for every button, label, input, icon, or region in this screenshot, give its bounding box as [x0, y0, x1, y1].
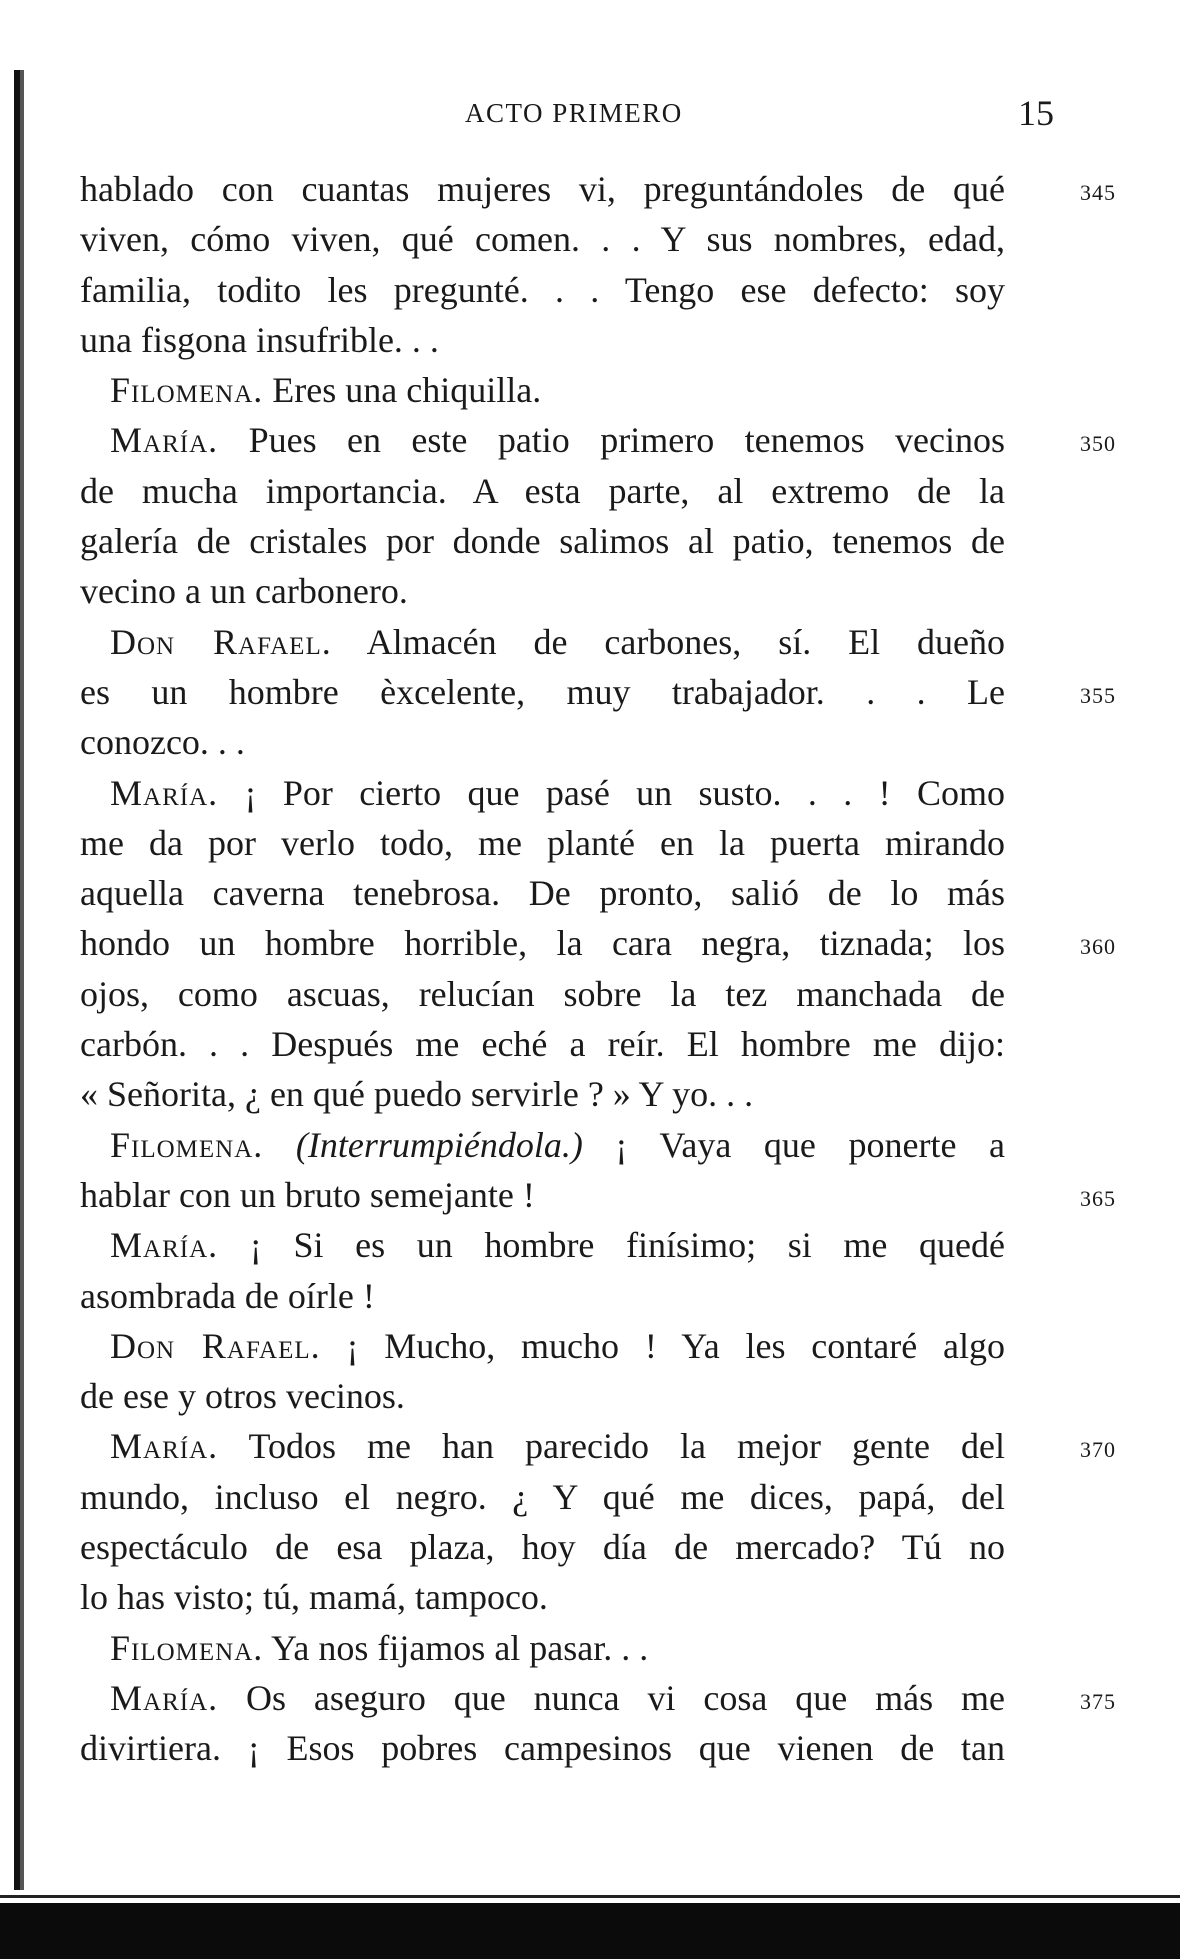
dialogue-text: Eres una chiquilla.: [272, 370, 542, 411]
speaker-name: María.: [110, 1677, 219, 1718]
dialogue-text: Pues en este patio primero tenemos vecinos: [248, 420, 1005, 461]
line-text: [80, 1472, 1005, 1522]
line-text: [80, 1572, 1005, 1622]
dialogue-text: Almacén de carbones, sí. El dueño: [366, 621, 1005, 662]
dialogue-text: aquella caverna tenebrosa. De pronto, salió de lo más: [80, 873, 1005, 914]
text-line: [80, 265, 1080, 315]
text-line: [80, 818, 1080, 868]
text-line: [80, 717, 1080, 767]
dialogue-text: mundo, incluso el negro. ¿ Y qué me dices, papá, del: [80, 1476, 1005, 1517]
line-text: [80, 667, 1005, 717]
line-text: [80, 1723, 1005, 1773]
scan-edge-line: [0, 1895, 1180, 1898]
text-line: [80, 1321, 1080, 1371]
dialogue-text: Ya nos fijamos al pasar. . .: [270, 1627, 649, 1668]
text-line: [80, 1069, 1080, 1119]
dialogue-text: de mucha importancia. A esta parte, al extremo de la: [80, 470, 1005, 511]
line-text: [110, 1220, 1005, 1270]
dialogue-text: vecino a un carbonero.: [80, 571, 408, 612]
line-number: 365: [1080, 1185, 1116, 1211]
speaker-name: Filomena.: [110, 1124, 264, 1165]
line-number: 350: [1080, 431, 1116, 457]
line-text: [110, 1623, 1005, 1673]
text-line: [80, 1371, 1080, 1421]
text-line: [80, 365, 1080, 415]
line-text: [80, 164, 1005, 214]
line-number: 360: [1080, 934, 1116, 960]
line-text: [80, 466, 1005, 516]
dialogue-text: « Señorita, ¿ en qué puedo servirle ? » Y yo. . .: [80, 1074, 754, 1115]
text-line: [80, 868, 1080, 918]
dialogue-text: viven, cómo viven, qué comen. . . Y sus nombres, edad,: [80, 219, 1005, 260]
text-line: [80, 1220, 1080, 1270]
speaker-name: María.: [110, 772, 219, 813]
line-text: [80, 868, 1005, 918]
text-line: [80, 315, 1080, 365]
book-spine-edge: [14, 70, 24, 1890]
page-number: 15: [1018, 93, 1054, 133]
dialogue-text: es un hombre èxcelente, muy trabajador. . . Le: [80, 671, 1005, 712]
line-text: [80, 1069, 1005, 1119]
line-text: [80, 818, 1005, 868]
text-line: [80, 768, 1080, 818]
text-line: [80, 1522, 1080, 1572]
line-number: 345: [1080, 180, 1116, 205]
text-line: [80, 1673, 1116, 1723]
line-text: [110, 1120, 1005, 1170]
line-text: [110, 415, 1005, 465]
text-line: [80, 566, 1080, 616]
dialogue-text: ¡ Vaya que ponerte a: [582, 1124, 1005, 1165]
running-title: ACTO PRIMERO: [465, 98, 683, 128]
dialogue-text: ojos, como ascuas, relucían sobre la tez manchada de: [80, 973, 1005, 1014]
play-text-body: [80, 164, 1116, 1774]
line-text: [80, 516, 1005, 566]
dialogue-text: hondo un hombre horrible, la cara negra, tiznada; los: [80, 923, 1005, 964]
line-text: [80, 1522, 1005, 1572]
line-text: [110, 1673, 1005, 1723]
text-line: [80, 1271, 1080, 1321]
line-text: [80, 315, 1005, 365]
line-text: [110, 1321, 1005, 1371]
speaker-name: Don Rafael.: [110, 621, 332, 662]
text-line: [80, 667, 1116, 717]
text-line: [80, 1623, 1080, 1673]
speaker-name: Don Rafael.: [110, 1325, 321, 1366]
speaker-name: Filomena.: [110, 1627, 264, 1668]
line-text: [80, 918, 1005, 968]
dialogue-text: familia, todito les pregunté. . . Tengo ese defecto: soy: [80, 269, 1005, 310]
text-line: [80, 415, 1116, 465]
line-text: [80, 214, 1005, 264]
line-number: 370: [1080, 1437, 1116, 1463]
dialogue-text: de ese y otros vecinos.: [80, 1376, 405, 1417]
line-text: [80, 969, 1005, 1019]
text-line: [80, 1723, 1080, 1773]
stage-direction: (Interrumpiéndola.): [295, 1124, 583, 1165]
dialogue-text: ¡ Mucho, mucho ! Ya les contaré algo: [346, 1325, 1005, 1366]
dialogue-text: divirtiera. ¡ Esos pobres campesinos que vienen de tan: [80, 1728, 1005, 1769]
dialogue-text: asombrada de oírle !: [80, 1275, 375, 1316]
dialogue-text: ¡ Si es un hombre finísimo; si me quedé: [249, 1225, 1006, 1266]
dialogue-text: Todos me han parecido la mejor gente del: [248, 1426, 1005, 1467]
page-header: [0, 92, 1180, 132]
text-line: [80, 617, 1080, 667]
line-text: [80, 566, 1005, 616]
speaker-name: María.: [110, 1225, 219, 1266]
line-text: [110, 365, 1005, 415]
text-line: [80, 466, 1080, 516]
line-text: [80, 1170, 1005, 1220]
line-text: [110, 768, 1005, 818]
line-text: [110, 617, 1005, 667]
dialogue-text: hablar con un bruto semejante !: [80, 1174, 535, 1215]
dialogue-text: galería de cristales por donde salimos al patio, tenemos de: [80, 521, 1005, 562]
speaker-name: Filomena.: [110, 370, 264, 411]
dialogue-text: carbón. . . Después me eché a reír. El hombre me dijo:: [80, 1024, 1005, 1065]
text-line: [80, 214, 1080, 264]
line-text: [110, 1421, 1005, 1471]
text-line: [80, 1019, 1080, 1069]
dialogue-text: espectáculo de esa plaza, hoy día de mercado? Tú no: [80, 1527, 1005, 1568]
text-line: [80, 516, 1080, 566]
scan-bottom-edge: [0, 1903, 1180, 1959]
dialogue-text: una fisgona insufrible. . .: [80, 319, 439, 360]
line-text: [80, 1271, 1005, 1321]
dialogue-text: lo has visto; tú, mamá, tampoco.: [80, 1577, 548, 1618]
text-line: [80, 1421, 1116, 1471]
speaker-name: María.: [110, 420, 219, 461]
speaker-name: María.: [110, 1426, 219, 1467]
dialogue-text: hablado con cuantas mujeres vi, preguntándoles de qué: [80, 169, 1005, 209]
dialogue-text: conozco. . .: [80, 722, 245, 763]
dialogue-text: me da por verlo todo, me planté en la puerta mirando: [80, 822, 1005, 863]
text-line: [80, 1472, 1080, 1522]
line-text: [80, 1371, 1005, 1421]
line-text: [80, 717, 1005, 767]
text-line: [80, 164, 1116, 214]
text-line: [80, 1120, 1080, 1170]
text-line: [80, 1572, 1080, 1622]
text-line: [80, 918, 1116, 968]
line-number: 355: [1080, 682, 1116, 708]
line-text: [80, 1019, 1005, 1069]
text-line: [80, 1170, 1116, 1220]
dialogue-text: Os aseguro que nunca vi cosa que más me: [246, 1677, 1006, 1718]
dialogue-text: ¡ Por cierto que pasé un susto. . . ! Como: [244, 772, 1005, 813]
line-text: [80, 265, 1005, 315]
line-number: 375: [1080, 1688, 1116, 1714]
text-line: [80, 969, 1080, 1019]
